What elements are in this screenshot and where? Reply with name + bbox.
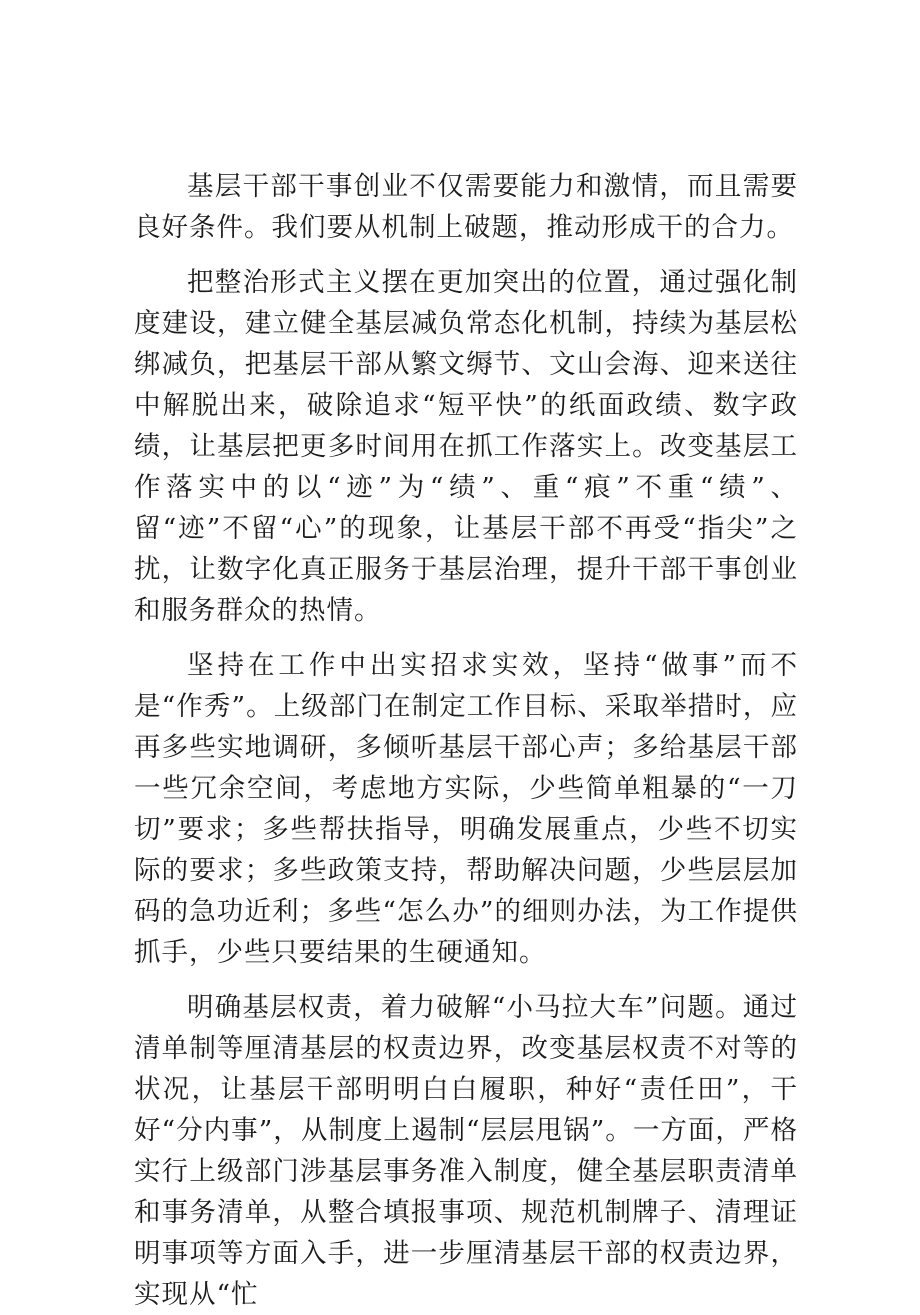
paragraph-2: 把整治形式主义摆在更加突出的位置，通过强化制度建设，建立健全基层减负常态化机制，持续为基层松绑减负，把基层干部从繁文缛节、文山会海、迎来送往中解脱出来，破除追求“短平快”的纸面政绩、数字政绩，让基层把更多时间用在抓工作落实上。改变基层工作落实中的以“迹”为“绩”、重“痕”不重“绩”、留“迹”不留“心”的现象，让基层干部不再受“指尖”之扰，让数字化真正服务于基层治理，提升干部干事创业和服务群众的热情。 [134, 267, 798, 626]
paragraph-3: 坚持在工作中出实招求实效，坚持“做事”而不是“作秀”。上级部门在制定工作目标、采取举措时，应再多些实地调研，多倾听基层干部心声；多给基层干部一些冗余空间，考虑地方实际，少些简单粗暴的“一刀切”要求；多些帮扶指导，明确发展重点，少些不切实际的要求；多些政策支持，帮助解决问题，少些层层加码的急功近利；多些“怎么办”的细则办法，为工作提供抓手，少些只要结果的生硬通知。 [134, 650, 798, 968]
document-body [134, 166, 798, 1315]
paragraph-1: 基层干部干事创业不仅需要能力和激情，而且需要良好条件。我们要从机制上破题，推动形成干的合力。 [134, 171, 798, 243]
paragraph-4: 明确基层权责，着力破解“小马拉大车”问题。通过清单制等厘清基层的权责边界，改变基层权责不对等的状况，让基层干部明明白白履职，种好“责任田”，干好“分内事”，从制度上遏制“层层甩锅”。一方面，严格实行上级部门涉基层事务准入制度，健全基层职责清单和事务清单，从整合填报事项、规范机制牌子、清理证明事项等方面入手，进一步厘清基层干部的权责边界，实现从“忙 [134, 992, 798, 1310]
